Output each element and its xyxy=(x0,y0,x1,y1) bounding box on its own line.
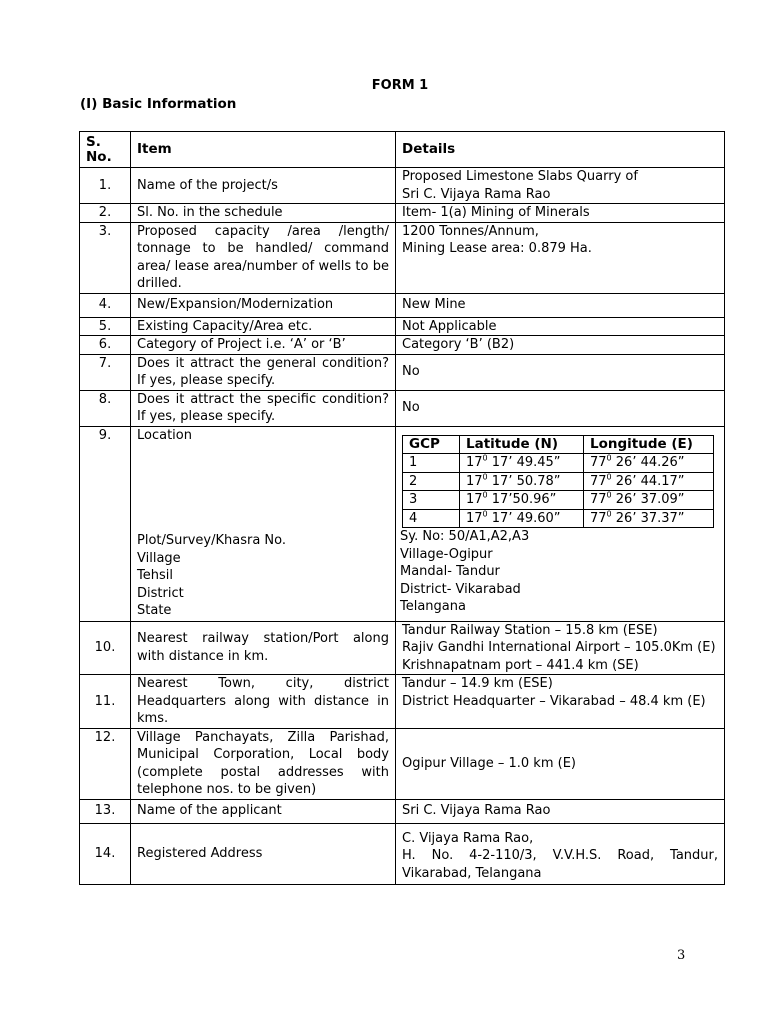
row-number: 11. xyxy=(80,675,131,729)
deg-value: 77 xyxy=(590,492,607,507)
row-item: Proposed capacity /area /length/ tonnage to be handled/ command area/ lease area/number of wells to be drilled. xyxy=(131,222,396,293)
gcp-id: 3 xyxy=(403,491,460,510)
min-sec: 26’ 37.37” xyxy=(611,510,685,526)
table-row xyxy=(80,823,725,885)
row-item xyxy=(131,426,396,621)
gcp-header: Latitude (N) xyxy=(460,435,584,454)
gcp-id: 1 xyxy=(403,454,460,473)
detail-line: Tandur Railway Station – 15.8 km (ESE) xyxy=(402,622,658,638)
detail-line: Krishnapatnam port – 441.4 km (SE) xyxy=(402,657,639,673)
table-row xyxy=(80,293,725,317)
degree-mark: 0 xyxy=(482,490,488,500)
row-details: Sri C. Vijaya Rama Rao xyxy=(396,799,725,823)
table-row xyxy=(80,799,725,823)
location-label: Location xyxy=(137,427,192,443)
row-details xyxy=(396,621,725,675)
min-sec: 26’ 44.17” xyxy=(611,473,685,489)
detail-line: Village-Ogipur xyxy=(400,546,493,562)
row-details: Not Applicable xyxy=(396,317,725,336)
row-details xyxy=(396,426,725,621)
row-number: 1. xyxy=(80,168,131,204)
gcp-latitude xyxy=(460,491,584,510)
table-header-row xyxy=(80,132,725,168)
row-item: Does it attract the general condition? If yes, please specify. xyxy=(131,354,396,390)
degree-mark: 0 xyxy=(606,490,612,500)
gcp-latitude xyxy=(460,472,584,491)
row-details: Ogipur Village – 1.0 km (E) xyxy=(396,728,725,799)
row-number: 7. xyxy=(80,354,131,390)
table-row xyxy=(80,168,725,204)
sub-item-state: State xyxy=(137,603,172,618)
table-row xyxy=(80,354,725,390)
row-item: Nearest Town, city, district Headquarters along with distance in kms. xyxy=(131,675,396,729)
degree-mark: 0 xyxy=(606,472,612,482)
table-row xyxy=(80,317,725,336)
min-sec: 17’ 50.78” xyxy=(487,473,561,489)
row-details xyxy=(396,675,725,729)
sub-item-tehsil: Tehsil xyxy=(137,568,173,583)
table-row xyxy=(80,336,725,355)
detail-line: Rajiv Gandhi International Airport – 105.0Km (E) xyxy=(402,640,716,655)
form-title: FORM 1 xyxy=(371,78,429,93)
row-number: 5. xyxy=(80,317,131,336)
gcp-longitude xyxy=(584,491,714,510)
detail-line: Mandal- Tandur xyxy=(400,564,500,579)
row-item: Does it attract the specific condition? If yes, please specify. xyxy=(131,390,396,426)
gcp-row xyxy=(403,509,714,528)
row-number: 3. xyxy=(80,222,131,293)
detail-line: Sy. No: 50/A1,A2,A3 xyxy=(400,529,530,544)
header-details: Details xyxy=(396,132,725,168)
deg-value: 77 xyxy=(590,510,607,526)
degree-mark: 0 xyxy=(482,453,488,463)
detail-line: H. No. 4-2-110/3, V.V.H.S. Road, Tandur, Vikarabad, Telangana xyxy=(402,848,718,881)
gcp-id: 4 xyxy=(403,509,460,528)
degree-mark: 0 xyxy=(482,509,488,519)
row-number: 14. xyxy=(80,823,131,885)
row-item: Name of the applicant xyxy=(131,799,396,823)
row-number: 4. xyxy=(80,293,131,317)
row-details: Category ‘B’ (B2) xyxy=(396,336,725,355)
gcp-id: 2 xyxy=(403,472,460,491)
deg-value: 17 xyxy=(466,492,483,507)
deg-value: 77 xyxy=(590,455,607,470)
section-title: (I) Basic Information xyxy=(80,96,237,112)
detail-line: Proposed Limestone Slabs Quarry of xyxy=(402,169,638,184)
row-item: Sl. No. in the schedule xyxy=(131,204,396,223)
page-number: 3 xyxy=(677,948,686,963)
degree-mark: 0 xyxy=(606,509,612,519)
table-row xyxy=(80,204,725,223)
gcp-row xyxy=(403,491,714,510)
row-details xyxy=(396,168,725,204)
detail-line: District- Vikarabad xyxy=(400,581,521,597)
deg-value: 17 xyxy=(466,455,483,470)
degree-mark: 0 xyxy=(606,453,612,463)
detail-line: Tandur – 14.9 km (ESE) xyxy=(402,676,553,691)
row-number: 13. xyxy=(80,799,131,823)
sub-item-plot: Plot/Survey/Khasra No. xyxy=(137,533,287,548)
detail-line: 1200 Tonnes/Annum, xyxy=(402,223,539,239)
gcp-longitude xyxy=(584,509,714,528)
deg-value: 17 xyxy=(466,510,483,526)
table-row xyxy=(80,728,725,799)
gcp-header: Longitude (E) xyxy=(584,435,714,454)
deg-value: 17 xyxy=(466,473,483,489)
min-sec: 17’ 49.60” xyxy=(487,510,561,526)
gcp-row xyxy=(403,454,714,473)
row-details xyxy=(396,222,725,293)
row-number: 9. xyxy=(80,426,131,621)
deg-value: 77 xyxy=(590,473,607,489)
gcp-latitude xyxy=(460,454,584,473)
row-details: Item- 1(a) Mining of Minerals xyxy=(396,204,725,223)
gcp-table xyxy=(402,435,714,529)
sub-item-village: Village xyxy=(137,550,181,566)
row-item: New/Expansion/Modernization xyxy=(131,293,396,317)
min-sec: 17’ 49.45” xyxy=(487,455,561,470)
header-item: Item xyxy=(131,132,396,168)
table-row xyxy=(80,390,725,426)
min-sec: 26’ 37.09” xyxy=(611,492,685,507)
degree-mark: 0 xyxy=(482,472,488,482)
table-row xyxy=(80,675,725,729)
row-item: Name of the project/s xyxy=(131,168,396,204)
row-item: Existing Capacity/Area etc. xyxy=(131,317,396,336)
row-details: New Mine xyxy=(396,293,725,317)
gcp-longitude xyxy=(584,472,714,491)
detail-line: District Headquarter – Vikarabad – 48.4 km (E) xyxy=(402,693,706,709)
row-item: Registered Address xyxy=(131,823,396,885)
detail-line: Mining Lease area: 0.879 Ha. xyxy=(402,241,592,256)
row-item: Nearest railway station/Port along with distance in km. xyxy=(131,621,396,675)
row-number: 10. xyxy=(80,621,131,675)
gcp-latitude xyxy=(460,509,584,528)
detail-line: C. Vijaya Rama Rao, xyxy=(402,830,534,846)
gcp-header: GCP xyxy=(403,435,460,454)
row-number: 12. xyxy=(80,728,131,799)
row-details: No xyxy=(396,390,725,426)
row-details xyxy=(396,823,725,885)
header-sno: S. No. xyxy=(80,132,131,168)
gcp-row xyxy=(403,472,714,491)
row-item: Village Panchayats, Zilla Parishad, Municipal Corporation, Local body (complete postal addresses with telephone nos. to be given) xyxy=(131,728,396,799)
gcp-longitude xyxy=(584,454,714,473)
table-row xyxy=(80,222,725,293)
row-details: No xyxy=(396,354,725,390)
row-number: 6. xyxy=(80,336,131,355)
gcp-header-row xyxy=(403,435,714,454)
min-sec: 26’ 44.26” xyxy=(611,455,685,470)
detail-line: Sri C. Vijaya Rama Rao xyxy=(402,186,551,202)
row-item: Category of Project i.e. ‘A’ or ‘B’ xyxy=(131,336,396,355)
detail-line: Telangana xyxy=(400,599,466,614)
min-sec: 17’50.96” xyxy=(487,492,557,507)
table-row-location xyxy=(80,426,725,621)
basic-information-table xyxy=(79,131,725,885)
row-number: 2. xyxy=(80,204,131,223)
table-row xyxy=(80,621,725,675)
sub-item-district: District xyxy=(137,585,184,601)
row-number: 8. xyxy=(80,390,131,426)
